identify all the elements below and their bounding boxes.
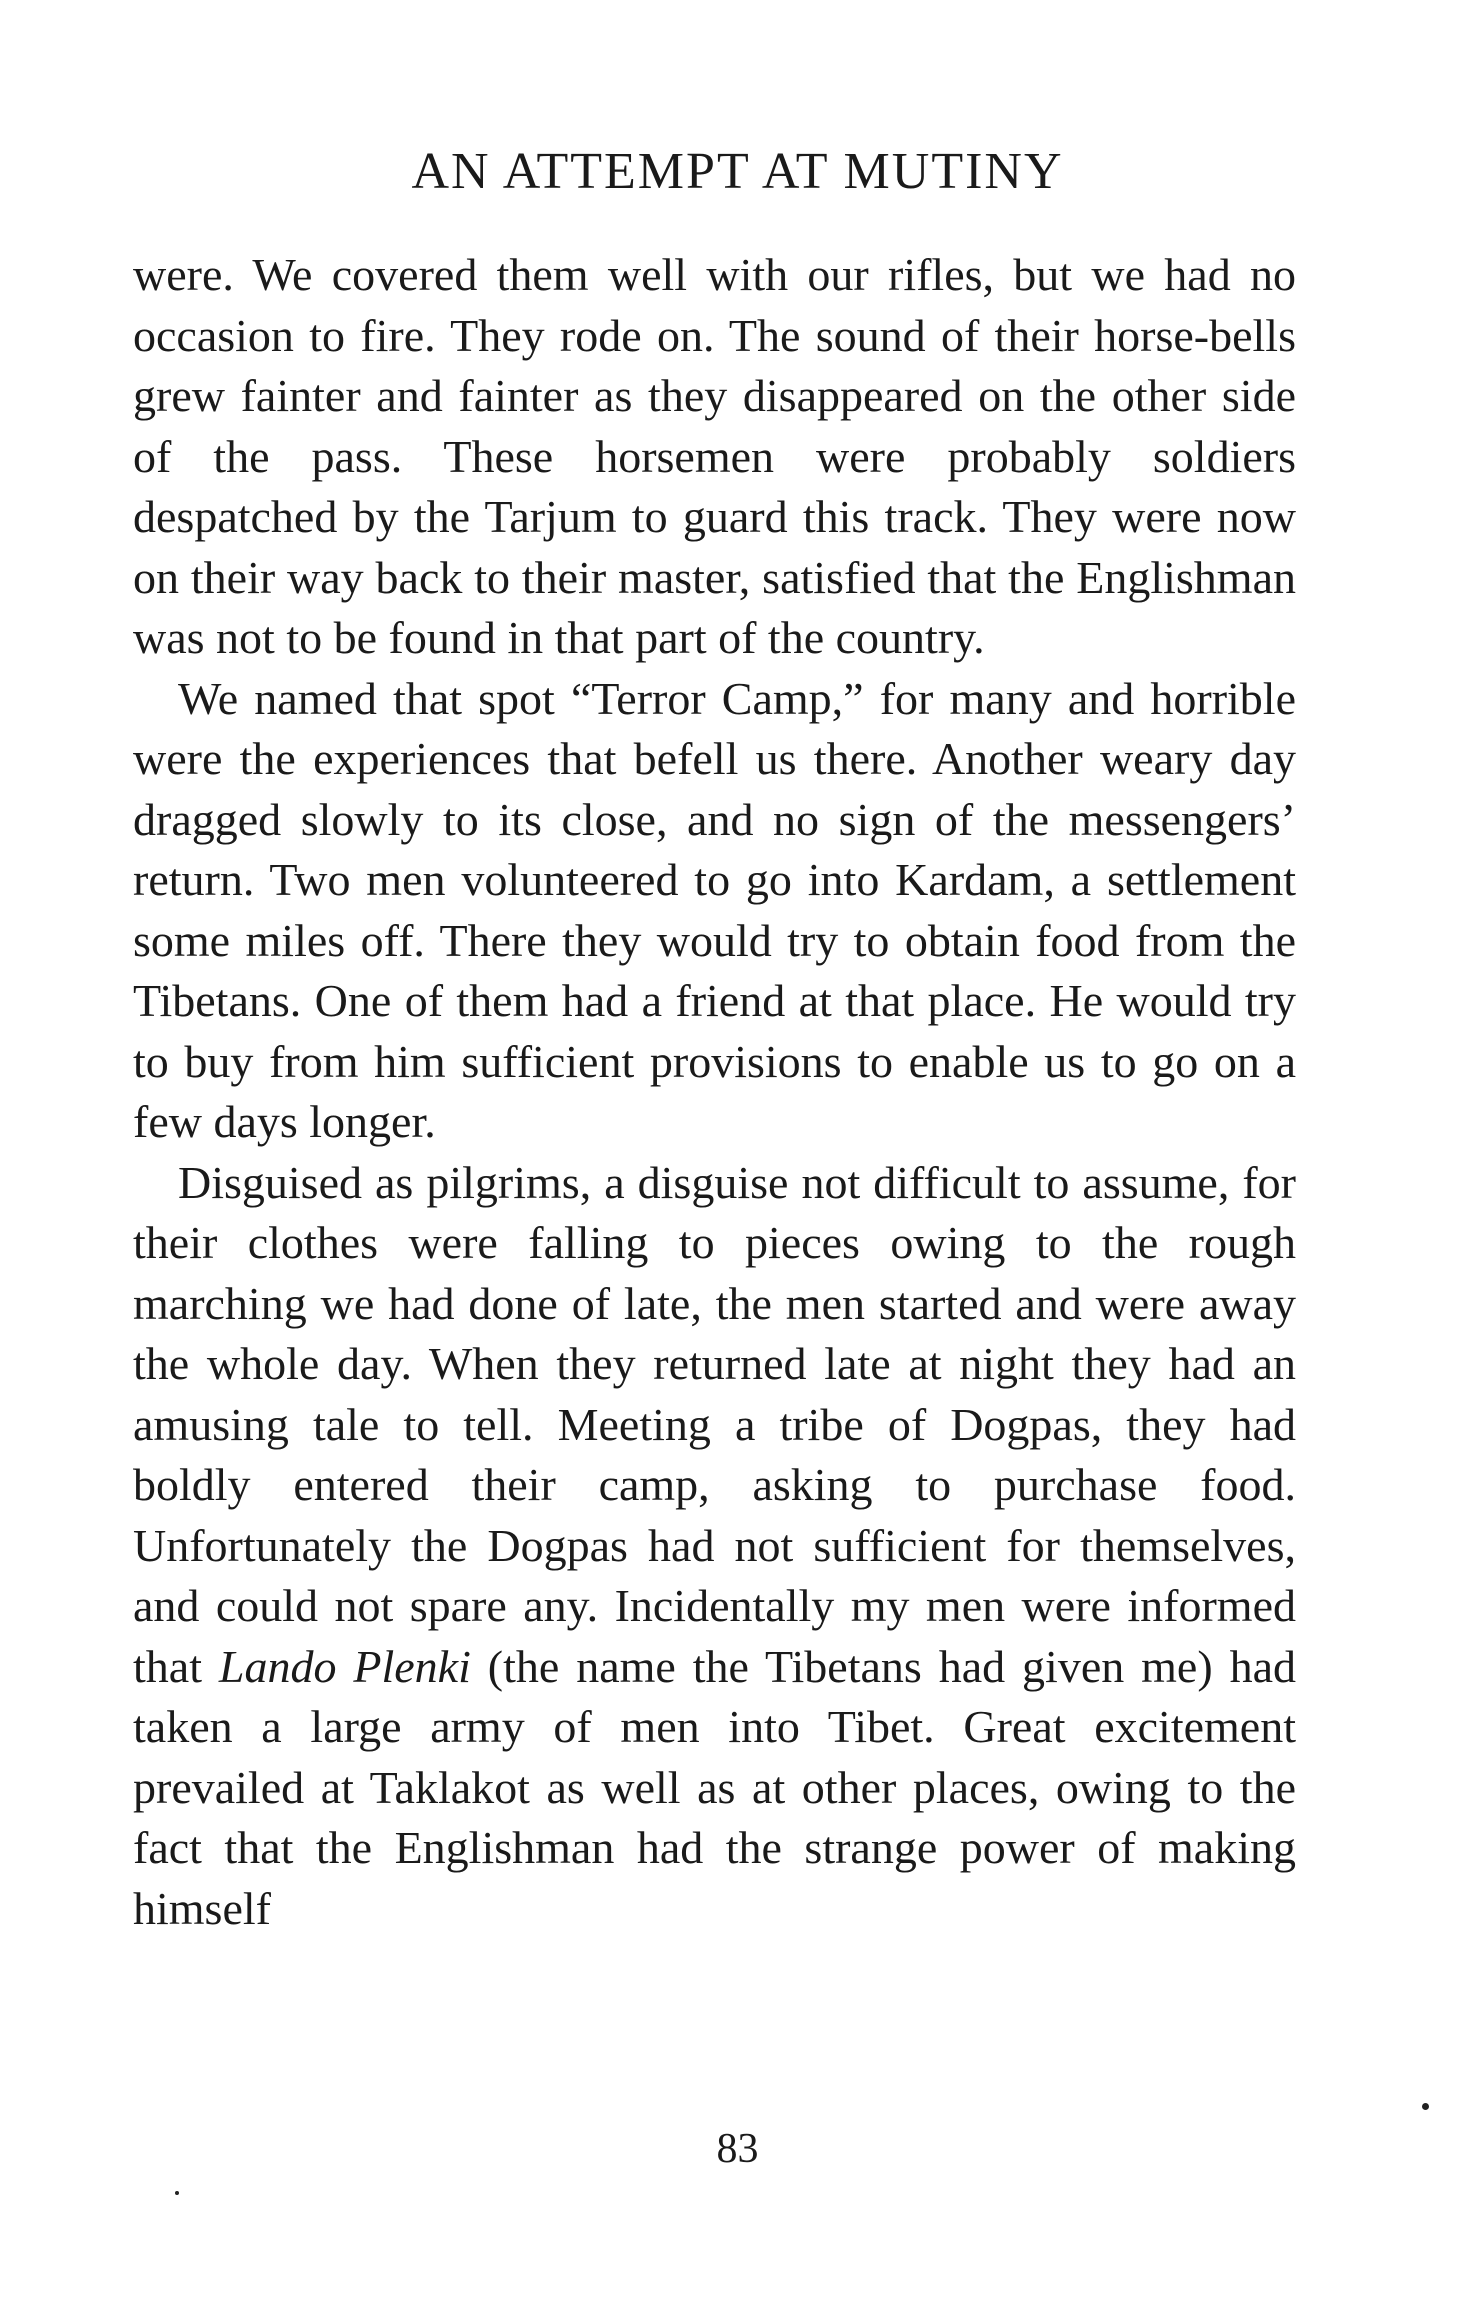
paragraph-1-text: were. We covered them well with our rifles, but we had no occasion to fire. They rode on. The sound of their horse-bells grew fainter and fainter as they disappeared on the other side of the pass. These horsemen were probably soldiers despatched by the Tarjum to guard this track. They were now on their way back to their master, satisfied that the Englishman was not to be found in that part of the country.	[133, 249, 1296, 663]
running-head: AN ATTEMPT AT MUTINY	[411, 143, 1064, 200]
paragraph-2-text: We named that spot “Terror Camp,” for many and horrible were the experiences that befell us there. Another weary day dragged slowly to its close, and no sign of the messengers’ return. Two men volunteered to go into Kardam, a settlement some miles off. There they would try to obtain food from the Tibetans. One of them had a friend at that place. He would try to buy from him sufficient provisions to enable us to go on a few days longer.	[133, 672, 1296, 1147]
page-number: 83	[716, 2126, 759, 2172]
paragraph-1	[133, 245, 1296, 669]
paragraph-3-text-b: (the name the Tibetans had given me) had taken a large army of men into Tibet. Great excitement prevailed at Taklakot as well as at other places, owing to the fact that the Englishman had the strange power of making himself	[133, 1640, 1296, 1934]
body-text	[133, 245, 1296, 1939]
paragraph-2	[133, 669, 1296, 1153]
paragraph-3	[133, 1153, 1296, 1940]
paragraph-3-text-a: Disguised as pilgrims, a disguise not difficult to assume, for their clothes were falling to pieces owing to the rough marching we had done of late, the men started and were away the whole day. When they returned late at night they had an amusing tale to tell. Meeting a tribe of Dogpas, they had boldly entered their camp, asking to purchase food. Unfortunately the Dogpas had not sufficient for themselves, and could not spare any. Incidentally my men were informed that	[133, 1156, 1296, 1692]
ink-speck	[175, 2191, 179, 2195]
italic-name-lando-plenki: Lando Plenki	[218, 1640, 471, 1692]
ink-speck	[1422, 2103, 1429, 2110]
